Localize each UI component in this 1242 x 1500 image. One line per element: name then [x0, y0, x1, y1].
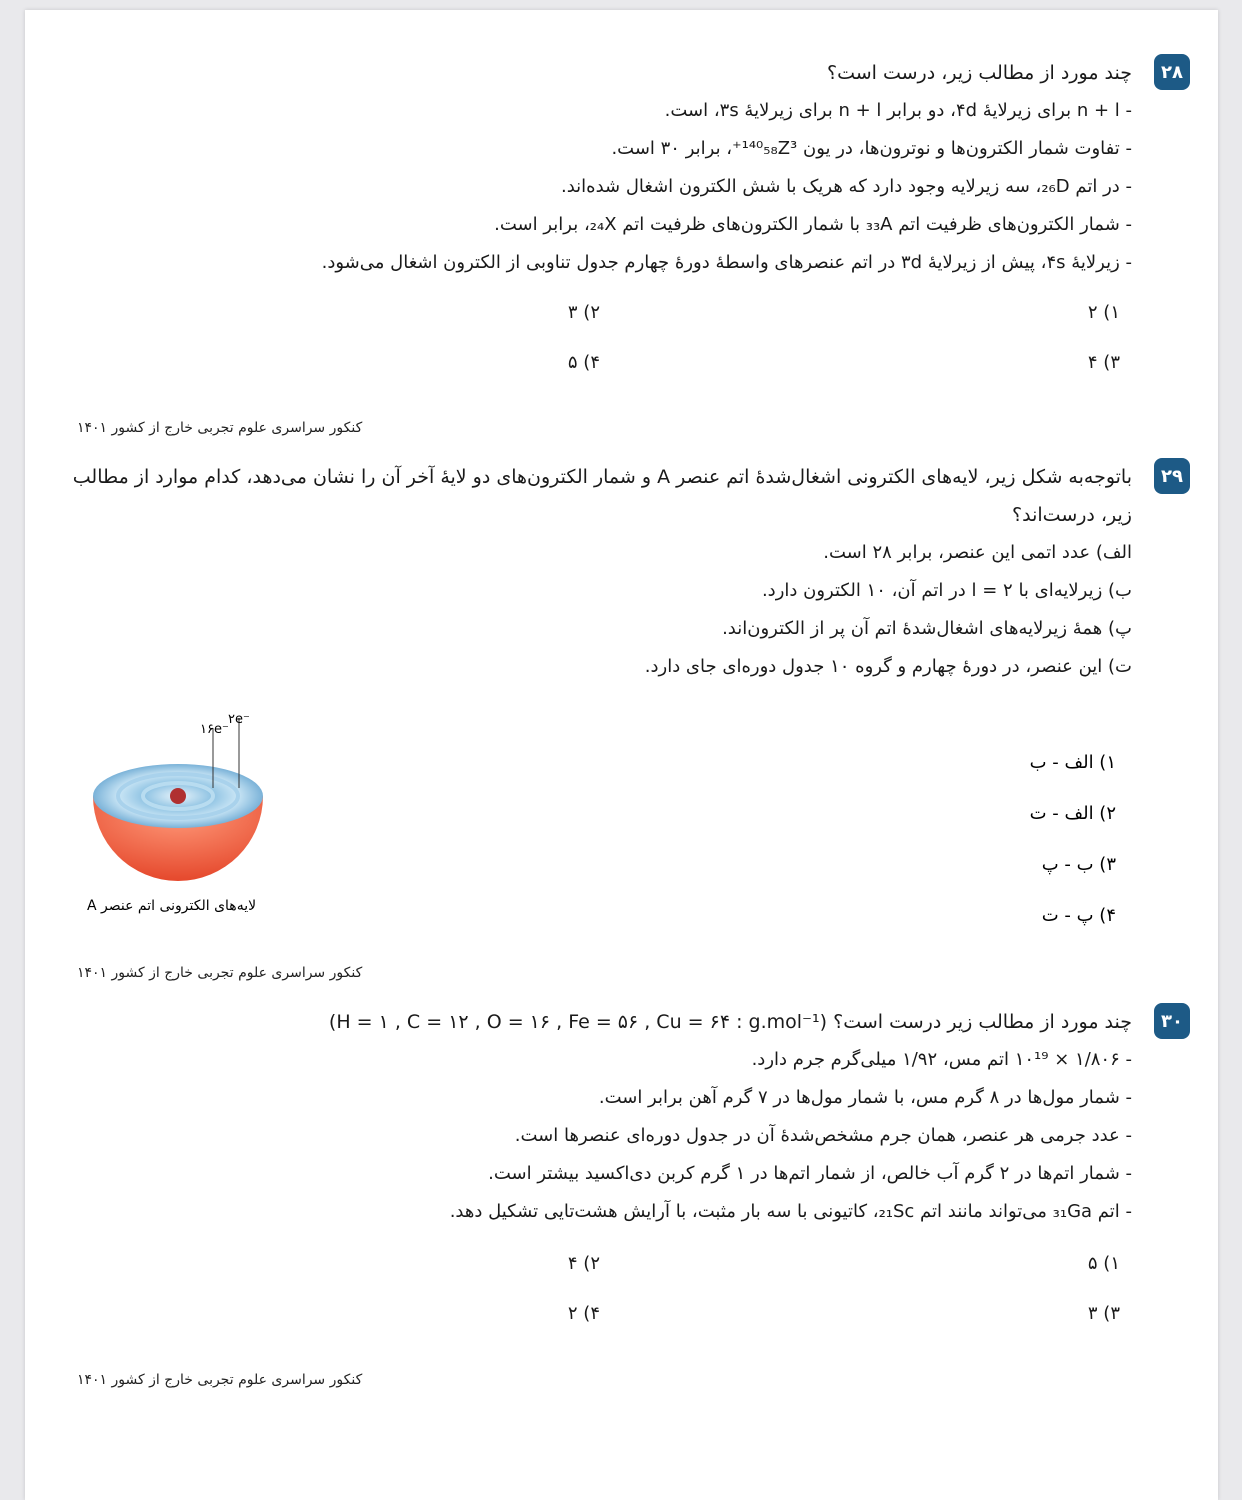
- statement: ت) این عنصر، در دورهٔ چهارم و گروه ۱۰ جدول دوره‌ای جای دارد.: [644, 656, 1132, 677]
- option-3[interactable]: ۳) ۳: [1087, 1303, 1120, 1324]
- statement: الف) عدد اتمی این عنصر، برابر ۲۸ است.: [823, 542, 1132, 563]
- option-2[interactable]: ۲) ۳: [567, 302, 600, 323]
- option-3[interactable]: ۳) ب - پ: [1041, 854, 1116, 875]
- figure-caption: لایه‌های الکترونی اتم عنصر A: [87, 898, 257, 914]
- question-stem: باتوجه‌به شکل زیر، لایه‌های الکترونی اشغال‌شدهٔ اتم عنصر A و شمار الکترون‌های دو لایهٔ آخر آن را نشان می‌دهد، کدام موارد از مطالب زیر، درست‌اند؟: [72, 466, 1132, 526]
- statement: - اتم ₃₁Ga می‌تواند مانند اتم ₂₁Sc، کاتیونی با سه بار مثبت، با آرایش هشت‌تایی تشکیل دهد.: [449, 1201, 1132, 1222]
- question-number-badge: ۳۰: [1154, 1003, 1190, 1039]
- document-page: [25, 10, 1218, 1500]
- statement: پ) همهٔ زیرلایه‌های اشغال‌شدهٔ اتم آن پر از الکترون‌اند.: [722, 618, 1132, 639]
- statement: - شمار مول‌ها در ۸ گرم مس، با شمار مول‌ها در ۷ گرم آهن برابر است.: [598, 1087, 1132, 1108]
- question-30: [65, 1003, 1190, 1345]
- question-number-badge: ۲۹: [1154, 458, 1190, 494]
- statement: - عدد جرمی هر عنصر، همان جرم مشخص‌شدهٔ آن در جدول دوره‌ای عنصرها است.: [514, 1125, 1132, 1146]
- question-28: [65, 54, 1190, 396]
- option-2[interactable]: ۲) ۴: [567, 1253, 600, 1274]
- option-4[interactable]: ۴) ۵: [567, 352, 600, 373]
- statement: - شمار الکترون‌های ظرفیت اتم ₃₃A با شمار الکترون‌های ظرفیت اتم ₂₄X، برابر است.: [494, 214, 1132, 235]
- hemisphere-atom-diagram: [85, 700, 285, 890]
- option-1[interactable]: ۱) الف - ب: [1029, 752, 1116, 773]
- source-note: کنکور سراسری علوم تجربی خارج از کشور ۱۴۰۱: [77, 1372, 363, 1388]
- outer-shell-label: ۲e⁻: [228, 712, 250, 727]
- option-1[interactable]: ۱) ۵: [1087, 1253, 1120, 1274]
- question-number-badge: ۲۸: [1154, 54, 1190, 90]
- statement: - n + l برای زیرلایهٔ ۴d، دو برابر n + l برای زیرلایهٔ ۳s، است.: [664, 100, 1132, 121]
- source-note: کنکور سراسری علوم تجربی خارج از کشور ۱۴۰۱: [77, 965, 363, 981]
- option-4[interactable]: ۴) ۲: [567, 1303, 600, 1324]
- question-stem: چند مورد از مطالب زیر درست است؟ (H = ۱ , C = ۱۲ , O = ۱۶ , Fe = ۵۶ , Cu = ۶۴ : g.mol⁻¹): [328, 1011, 1132, 1033]
- statement: - تفاوت شمار الکترون‌ها و نوترون‌ها، در یون ¹⁴⁰₅₈Z³⁺، برابر ۳۰ است.: [611, 138, 1132, 159]
- source-note: کنکور سراسری علوم تجربی خارج از کشور ۱۴۰۱: [77, 420, 363, 436]
- question-29: [65, 458, 1190, 686]
- option-1[interactable]: ۱) ۲: [1087, 302, 1120, 323]
- option-2[interactable]: ۲) الف - ت: [1029, 803, 1116, 824]
- option-4[interactable]: ۴) پ - ت: [1041, 905, 1116, 926]
- statement: - در اتم ₂₆D، سه زیرلایه وجود دارد که هریک با شش الکترون اشغال شده‌اند.: [560, 176, 1132, 197]
- inner-shell-label: ۱۶e⁻: [200, 722, 229, 737]
- option-3[interactable]: ۳) ۴: [1087, 352, 1120, 373]
- statement: - زیرلایهٔ ۴s، پیش از زیرلایهٔ ۳d در اتم عنصرهای واسطهٔ دورهٔ چهارم جدول تناوبی از الکترون اشغال می‌شود.: [321, 252, 1132, 273]
- statement: ب) زیرلایه‌ای با l = ۲ در اتم آن، ۱۰ الکترون دارد.: [761, 580, 1132, 601]
- question-stem: چند مورد از مطالب زیر، درست است؟: [826, 62, 1132, 84]
- statement: - شمار اتم‌ها در ۲ گرم آب خالص، از شمار اتم‌ها در ۱ گرم کربن دی‌اکسید بیشتر است.: [488, 1163, 1132, 1184]
- statement: - ۱/۸۰۶ × ۱۰¹⁹ اتم مس، ۱/۹۲ میلی‌گرم جرم دارد.: [751, 1049, 1132, 1070]
- atom-shell-figure: [85, 700, 285, 914]
